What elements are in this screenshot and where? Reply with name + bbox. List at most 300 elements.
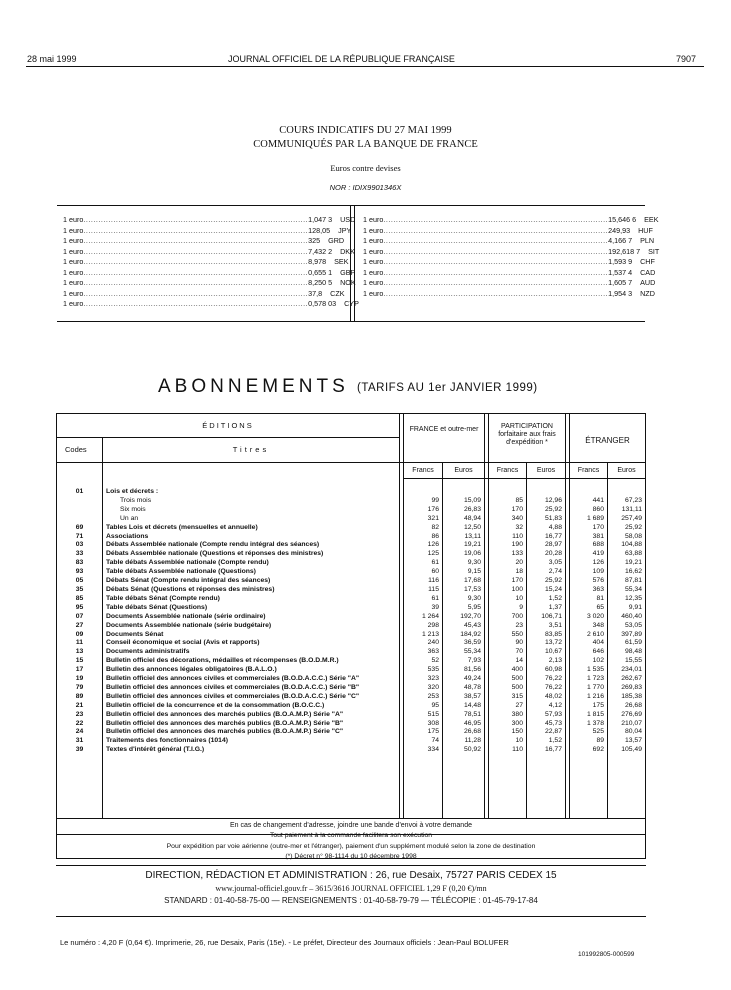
row-value: 150 <box>511 728 523 736</box>
row-value: 110 <box>512 532 523 540</box>
row-value: 133 <box>511 550 523 558</box>
rate-currency: NOK <box>340 278 356 287</box>
row-value: 61 <box>431 594 439 602</box>
row-value: 48,02 <box>544 692 562 700</box>
row-title: Bulletin officiel des annonces civiles et commerciales (B.O.D.A.C.C.) Série "A" <box>106 675 360 683</box>
row-title: Bulletin officiel des annonces des marchés publics (B.O.A.M.P.) Série "C" <box>106 728 344 736</box>
row-value: 51,83 <box>544 514 562 522</box>
row-value: 10 <box>515 737 523 745</box>
table-row <box>57 559 645 568</box>
row-title: Documents Assemblée nationale (série budgétaire) <box>106 621 272 629</box>
row-code: 05 <box>75 577 84 585</box>
rate-value: 1,537 4 <box>608 267 633 277</box>
row-value: 60,98 <box>544 666 562 674</box>
header-page: 7907 <box>676 54 697 64</box>
row-value: 57,93 <box>544 710 562 718</box>
row-value: 692 <box>592 746 604 754</box>
rate-currency: CAD <box>640 267 656 277</box>
row-code: 01 <box>75 488 84 495</box>
row-value: 102 <box>592 657 604 665</box>
row-value: 300 <box>511 719 523 727</box>
row-value: 176 <box>427 505 439 513</box>
rate-currency: USD <box>340 215 356 224</box>
row-title: Trois mois <box>120 496 152 504</box>
row-value: 192,70 <box>460 612 481 620</box>
rate-value: 0,655 1 <box>308 267 333 277</box>
row-value: 76,22 <box>544 675 562 683</box>
rate-label: 1 euro <box>63 288 84 298</box>
row-value: 262,67 <box>621 675 642 683</box>
row-value: 646 <box>592 648 604 656</box>
rate-row <box>63 225 352 237</box>
row-value: 170 <box>511 577 523 585</box>
row-value: 19,21 <box>463 541 481 549</box>
row-title: Débats Assemblée nationale (Compte rendu intégral des séances) <box>106 541 320 549</box>
rate-currency: GBP <box>340 267 356 277</box>
row-value <box>403 488 442 497</box>
row-value: 190 <box>511 541 523 549</box>
unit-francs-1: Francs <box>412 467 434 474</box>
row-value: 9 <box>519 603 523 611</box>
row-line-bottom <box>57 818 645 819</box>
table-row <box>57 595 645 604</box>
web-line: www.journal-officiel.gouv.fr – 3615/3616 JOURNAL OFFICIEL 1,29 F (0,20 €)/mn <box>215 884 487 893</box>
row-value: 105,49 <box>621 746 642 754</box>
row-value: 688 <box>592 541 604 549</box>
row-value: 5,95 <box>467 603 481 611</box>
row-value: 13,57 <box>624 737 642 745</box>
row-code: 31 <box>75 737 84 745</box>
row-value: 81 <box>596 594 604 602</box>
row-value: 2,74 <box>548 568 562 576</box>
row-value: 9,30 <box>467 559 481 567</box>
rate-currency: PLN <box>640 236 655 245</box>
row-value: 125 <box>427 550 439 558</box>
row-code: 71 <box>75 532 84 540</box>
row-value: 700 <box>511 612 523 620</box>
rate-leader: .......................................................................................... <box>83 288 309 298</box>
header-journal: JOURNAL OFFICIEL DE LA RÉPUBLIQUE FRANÇAISE <box>228 54 455 64</box>
table-row <box>57 648 645 657</box>
table-row <box>57 702 645 711</box>
table-row <box>57 497 645 506</box>
row-value: 1 770 <box>586 683 604 691</box>
row-code <box>57 497 102 506</box>
row-code: 24 <box>75 728 84 736</box>
table-row <box>57 506 645 515</box>
row-title: Bulletin officiel des annonces des marchés publics (B.O.A.M.P.) Série "A" <box>106 710 344 718</box>
row-value: 2 610 <box>586 630 604 638</box>
row-code: 19 <box>75 675 84 683</box>
row-title: Table débats Sénat (Compte rendu) <box>106 594 220 602</box>
rate-leader: .......................................................................................... <box>383 215 609 224</box>
row-value: 15,24 <box>544 585 562 593</box>
row-value: 1 815 <box>586 710 604 718</box>
unit-euros-3: Euros <box>617 467 636 474</box>
row-value: 1,52 <box>548 594 562 602</box>
table-row <box>57 657 645 666</box>
row-value: 89 <box>596 737 604 745</box>
table-row <box>57 666 645 675</box>
rate-currency: EEK <box>644 215 659 224</box>
footer-numero: Le numéro : 4,20 F (0,64 €). Imprimerie, 26, rue Desaix, Paris (15e). - Le préfet, Directeur des Journaux officiels : Jean-Paul BOLUFER <box>60 938 509 947</box>
row-value: 3,51 <box>548 621 562 629</box>
cours-right-list <box>363 215 660 299</box>
cours-nor: NOR : IDIX9901346X <box>329 183 402 192</box>
header-date: 28 mai 1999 <box>27 54 77 64</box>
row-value: 1,52 <box>548 737 562 745</box>
row-value: 14,48 <box>463 701 481 709</box>
row-value: 170 <box>592 523 604 531</box>
rate-leader: .......................................................................................... <box>83 246 309 256</box>
row-value: 53,05 <box>624 621 642 629</box>
row-value: 7,93 <box>467 657 481 665</box>
header-rule <box>26 66 704 67</box>
rate-currency: NZD <box>640 288 655 298</box>
rate-leader: .......................................................................................... <box>83 299 309 308</box>
rate-currency: CZK <box>330 288 345 298</box>
row-value: 1 689 <box>586 514 604 522</box>
note-1: Tout paiement à la commande facilitera son exécution <box>269 832 433 839</box>
table-row <box>57 488 645 497</box>
rate-row <box>63 299 359 310</box>
row-value: 58,08 <box>624 532 642 540</box>
row-title: Bulletin officiel des décorations, médailles et récompenses (B.O.D.M.R.) <box>106 657 339 665</box>
row-value: 106,71 <box>541 612 562 620</box>
cours-subtitle: Euros contre devises <box>330 163 401 173</box>
row-value: 104,88 <box>621 541 642 549</box>
row-value: 67,23 <box>624 496 642 504</box>
row-value: 860 <box>592 505 604 513</box>
row-value: 14 <box>515 657 523 665</box>
row-value: 19,21 <box>624 559 642 567</box>
unit-francs-3: Francs <box>577 467 600 474</box>
row-value: 525 <box>592 728 604 736</box>
row-value: 576 <box>592 577 604 585</box>
row-value: 15,09 <box>463 496 481 504</box>
rate-row <box>63 289 343 300</box>
standard-line: STANDARD : 01-40-58-75-00 — RENSEIGNEMENTS : 01-40-58-79-79 — TÉLÉCOPIE : 01-45-79-17-84 <box>164 896 538 905</box>
row-value: 363 <box>427 648 439 656</box>
rate-value: 1,047 3 <box>308 215 333 224</box>
row-value: 20 <box>515 559 523 567</box>
row-title: Documents Assemblée nationale (série ordinaire) <box>106 612 266 620</box>
row-value: 1 216 <box>586 692 604 700</box>
row-value: 348 <box>592 621 604 629</box>
table-row <box>57 613 645 622</box>
rate-leader: .......................................................................................... <box>83 225 309 235</box>
rate-currency: CHF <box>640 257 655 266</box>
table-row <box>57 515 645 524</box>
row-value: 63,88 <box>624 550 642 558</box>
row-code <box>57 515 102 524</box>
row-code: 03 <box>75 541 84 549</box>
row-value <box>565 488 607 497</box>
row-value: 12,50 <box>463 523 481 531</box>
row-value: 234,01 <box>621 666 642 674</box>
col-codes: Codes <box>65 445 87 454</box>
row-code: 21 <box>75 701 84 709</box>
table-row <box>57 577 645 586</box>
rate-currency: SEK <box>334 257 349 266</box>
table-row <box>57 524 645 533</box>
row-value: 404 <box>592 639 604 647</box>
rate-leader: .......................................................................................... <box>383 257 609 266</box>
rate-value: 8,978 <box>308 257 327 266</box>
notes <box>56 831 646 863</box>
row-value: 25,92 <box>624 523 642 531</box>
rate-leader: .......................................................................................... <box>383 225 609 235</box>
row-value: 18 <box>515 568 523 576</box>
row-value: 109 <box>592 568 604 576</box>
row-title: Un an <box>120 514 139 522</box>
rate-label: 1 euro <box>63 225 84 235</box>
row-value <box>526 488 565 497</box>
direction-box <box>56 865 646 917</box>
row-value: 131,11 <box>621 505 642 513</box>
row-title: Bulletin officiel des annonces des marchés publics (B.O.A.M.P.) Série "B" <box>106 719 344 727</box>
rate-label: 1 euro <box>63 278 84 287</box>
rate-currency: JPY <box>338 225 352 235</box>
row-value: 315 <box>511 692 523 700</box>
rate-label: 1 euro <box>63 257 84 266</box>
row-value: 16,62 <box>624 568 642 576</box>
row-value: 550 <box>511 630 523 638</box>
row-title: Documents administratifs <box>106 648 190 656</box>
row-code: 89 <box>75 692 84 700</box>
cours-box <box>57 205 660 322</box>
row-value: 184,92 <box>460 630 481 638</box>
rate-row <box>63 215 356 226</box>
rate-leader: .......................................................................................... <box>383 278 609 287</box>
col-participation: PARTICIPATION forfaitaire aux frais d'expédition * <box>498 423 556 446</box>
row-code: 23 <box>75 710 84 718</box>
row-code: 11 <box>75 639 84 647</box>
table-row <box>57 711 645 720</box>
footer-code: 101992805-000599 <box>578 951 635 958</box>
row-value: 86 <box>431 532 439 540</box>
rate-currency: GRD <box>328 236 345 245</box>
row-value: 17,53 <box>463 585 481 593</box>
row-value: 1 723 <box>586 675 604 683</box>
row-value: 32 <box>515 523 523 531</box>
row-title: Six mois <box>120 505 146 513</box>
row-value: 45,73 <box>544 719 562 727</box>
row-value: 80,04 <box>624 728 642 736</box>
row-value: 19,06 <box>463 550 481 558</box>
row-value: 39 <box>431 603 439 611</box>
row-value <box>442 488 484 497</box>
rate-row <box>63 257 349 268</box>
row-value: 320 <box>427 683 439 691</box>
table-row <box>57 639 645 648</box>
row-value: 340 <box>511 514 523 522</box>
row-code: 39 <box>75 746 84 754</box>
row-line-head <box>57 462 645 463</box>
row-code: 13 <box>75 648 84 656</box>
row-value: 78,51 <box>463 710 481 718</box>
row-value: 90 <box>515 639 523 647</box>
row-value: 11,28 <box>464 737 481 745</box>
rate-value: 192,618 7 <box>608 246 641 256</box>
row-value: 15,55 <box>624 657 642 665</box>
row-title: Table débats Sénat (Questions) <box>106 603 208 611</box>
rate-row <box>363 257 655 268</box>
rate-label: 1 euro <box>63 236 84 245</box>
rate-value: 128,05 <box>308 225 331 235</box>
row-value: 535 <box>427 666 439 674</box>
row-title: Textes d'intérêt général (T.I.G.) <box>106 746 205 754</box>
table-row <box>57 728 645 737</box>
rate-currency: DKK <box>340 246 355 256</box>
unit-euros-1: Euros <box>454 467 473 474</box>
row-value: 397,89 <box>621 630 642 638</box>
table-row <box>57 684 645 693</box>
rate-row <box>363 267 656 279</box>
row-value: 126 <box>427 541 439 549</box>
row-title: Débats Assemblée nationale (Questions et réponses des ministres) <box>106 550 324 558</box>
row-code: 85 <box>75 594 84 602</box>
row-value: 25,92 <box>544 505 562 513</box>
rate-label: 1 euro <box>363 215 384 224</box>
table-row <box>57 693 645 702</box>
rate-value: 325 <box>308 236 321 245</box>
rate-value: 1,954 3 <box>608 288 633 298</box>
row-value: 28,97 <box>544 541 562 549</box>
row-value: 1 378 <box>586 719 604 727</box>
row-value: 276,69 <box>621 710 642 718</box>
row-code: 07 <box>75 612 84 620</box>
row-title: Documents Sénat <box>106 630 164 638</box>
note-2: Pour expédition par voie aérienne (outre-mer et l'étranger), paiement d'un supplément modulé selon la zone de destination <box>166 842 536 850</box>
row-value: 20,28 <box>544 550 562 558</box>
rate-row <box>63 267 356 279</box>
row-code: 33 <box>75 550 84 558</box>
rate-label: 1 euro <box>63 215 84 224</box>
row-title: Lois et décrets : <box>106 488 159 495</box>
row-value: 25,92 <box>544 577 562 585</box>
row-value: 441 <box>592 496 604 504</box>
row-code: 79 <box>75 683 84 691</box>
rate-leader: .......................................................................................... <box>83 278 309 287</box>
row-value: 116 <box>428 577 439 585</box>
rate-value: 7,432 2 <box>308 246 333 256</box>
row-value: 82 <box>431 523 439 531</box>
row-value: 76,22 <box>544 683 562 691</box>
col-etranger: ÉTRANGER <box>585 436 630 445</box>
table-row <box>57 675 645 684</box>
row-title: Tables Lois et décrets (mensuelles et annuelle) <box>106 523 258 531</box>
row-value: 4,88 <box>548 523 562 531</box>
row-value: 26,83 <box>463 505 481 513</box>
row-title: Bulletin officiel des annonces civiles et commerciales (B.O.D.A.C.C.) Série "C" <box>106 692 360 700</box>
row-value: 460,40 <box>621 612 642 620</box>
row-value: 381 <box>592 532 604 540</box>
row-title: Débats Sénat (Questions et réponses des ministres) <box>106 585 275 593</box>
rate-row <box>63 246 355 258</box>
row-value: 1 213 <box>421 630 439 638</box>
table-row <box>57 737 645 746</box>
rate-currency: AUD <box>640 278 656 287</box>
row-value: 515 <box>427 710 439 718</box>
row-code: 09 <box>75 630 84 638</box>
abonnements-tarifs: (TARIFS AU 1er JANVIER 1999) <box>357 382 538 394</box>
row-value: 334 <box>427 746 439 754</box>
row-code <box>57 506 102 515</box>
row-value: 23 <box>515 621 523 629</box>
row-value: 26,68 <box>624 701 642 709</box>
row-value: 55,34 <box>624 585 642 593</box>
subscription-table-box <box>56 413 646 859</box>
row-value: 419 <box>592 550 604 558</box>
row-value: 110 <box>512 746 523 754</box>
table-row <box>57 550 645 559</box>
col-france: FRANCE et outre-mer <box>409 426 479 433</box>
rate-row <box>363 278 656 289</box>
row-line-editions <box>57 437 399 438</box>
rate-leader: .......................................................................................... <box>83 267 309 277</box>
rate-currency: HUF <box>638 225 653 235</box>
row-value: 126 <box>592 559 604 567</box>
rate-row <box>363 215 659 226</box>
row-value: 50,92 <box>463 746 481 754</box>
row-value: 26,68 <box>463 728 481 736</box>
row-code: 22 <box>75 719 84 727</box>
row-code: 15 <box>75 657 84 665</box>
row-value: 210,07 <box>621 719 642 727</box>
row-value: 9,15 <box>467 568 481 576</box>
row-value: 99 <box>431 496 439 504</box>
row-value: 49,24 <box>463 675 481 683</box>
row-value: 12,35 <box>624 594 642 602</box>
row-value: 1 264 <box>421 612 439 620</box>
table-row <box>57 568 645 577</box>
row-value: 298 <box>427 621 439 629</box>
rate-value: 8,250 5 <box>308 278 333 287</box>
row-value: 74 <box>431 737 439 745</box>
row-value: 36,59 <box>463 639 481 647</box>
row-value: 83,85 <box>544 630 562 638</box>
cours-title-1: COURS INDICATIFS DU 27 MAI 1999 <box>279 125 452 136</box>
row-value: 115 <box>428 585 439 593</box>
rate-label: 1 euro <box>63 299 84 308</box>
row-value: 3,05 <box>548 559 562 567</box>
rate-label: 1 euro <box>363 267 384 277</box>
row-title: Débats Sénat (Compte rendu intégral des séances) <box>106 577 271 585</box>
row-value: 185,38 <box>621 692 642 700</box>
rate-leader: .......................................................................................... <box>83 257 309 266</box>
rate-currency: SIT <box>648 246 660 256</box>
row-value: 10,67 <box>544 648 562 656</box>
row-value: 81,56 <box>463 666 481 674</box>
note-3: (*) Décret n° 98-1114 du 10 décembre 1998 <box>285 853 417 860</box>
row-value: 380 <box>511 710 523 718</box>
rate-row <box>363 246 660 258</box>
row-value: 85 <box>515 496 523 504</box>
subscription-rows <box>57 488 645 755</box>
change-notice: En cas de changement d'adresse, joindre une bande d'envoi à votre demande <box>229 822 472 829</box>
row-title: Table débats Assemblée nationale (Questions) <box>106 568 256 576</box>
unit-francs-2: Francs <box>496 467 519 474</box>
row-value: 13,72 <box>544 639 562 647</box>
row-code: 93 <box>75 568 84 576</box>
rate-row <box>63 278 356 289</box>
rate-value: 1,605 7 <box>608 278 633 287</box>
table-row <box>57 720 645 729</box>
col-editions: ÉDITIONS <box>202 421 254 430</box>
row-code: 69 <box>75 523 84 531</box>
row-value: 60 <box>431 568 439 576</box>
